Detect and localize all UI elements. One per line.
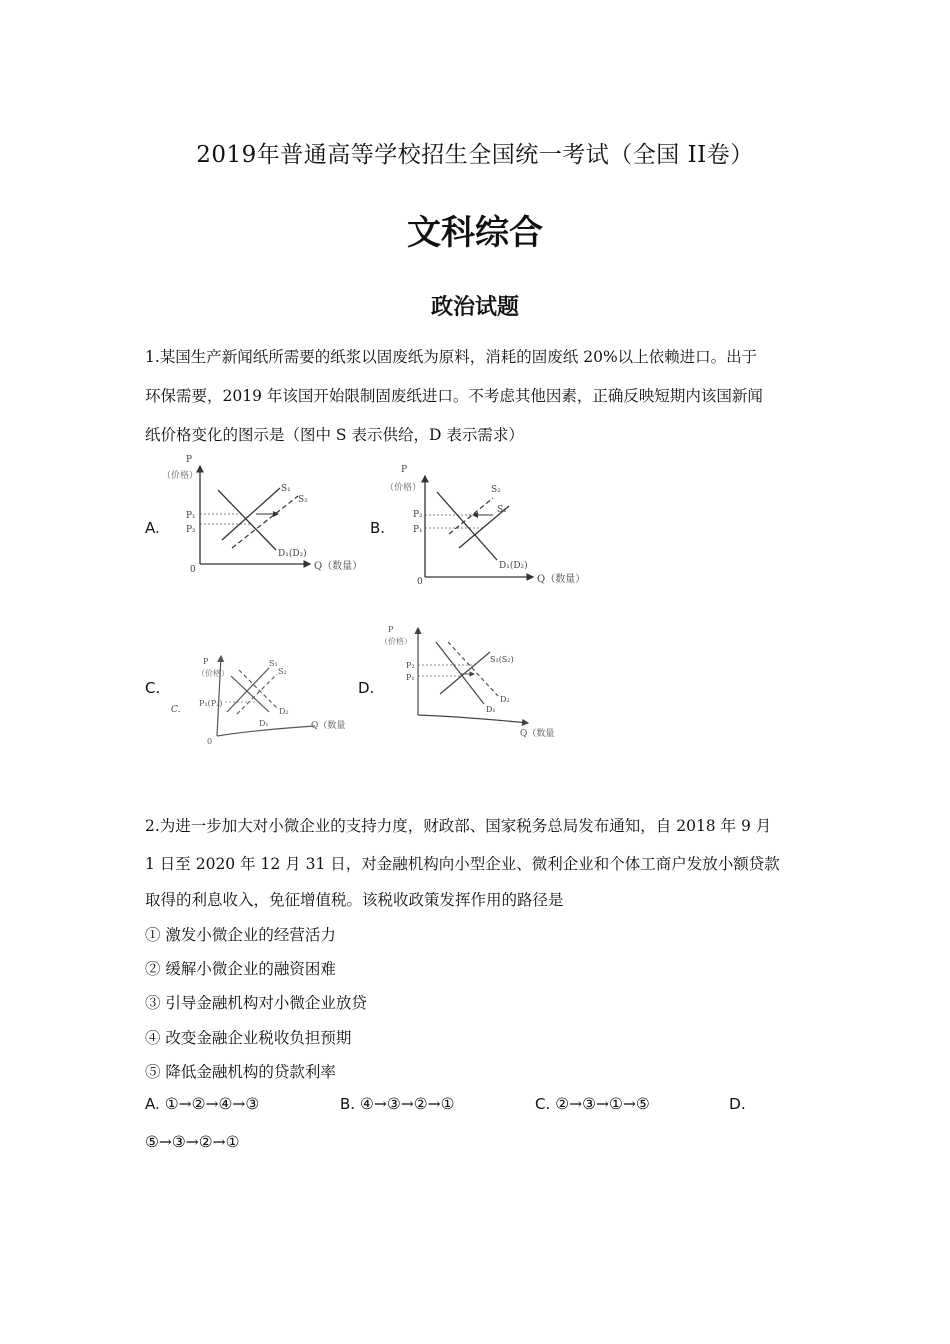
price-p1-label: P₁ xyxy=(406,673,415,682)
axis-y-label: P xyxy=(203,657,209,666)
supply-s2-line xyxy=(449,498,493,534)
q1-line-2: 环保需要，2019 年该国开始限制固废纸进口。不考虑其他因素，正确反映短期内该国新闻 xyxy=(145,387,763,405)
q2-item-2: ② 缓解小微企业的融资困难 xyxy=(145,960,336,978)
exam-title: 2019年普通高等学校招生全国统一考试（全国 II卷） xyxy=(196,142,754,168)
q2-answer-d-text[interactable]: ⑤→③→②→① xyxy=(145,1133,240,1151)
price-p1p2-label: P₁(P₂) xyxy=(199,699,223,708)
q1-option-b-graph xyxy=(385,462,600,592)
d1-label: D₁ xyxy=(486,705,496,714)
q2-line-3: 取得的利息收入，免征增值税。该税收政策发挥作用的路径是 xyxy=(145,891,564,909)
answer-c-text: ②→③→①→⑤ xyxy=(555,1095,650,1113)
origin-label: 0 xyxy=(190,565,196,575)
answer-c-label: C. xyxy=(535,1095,551,1113)
axis-x-label: Q（数量 xyxy=(520,729,555,739)
price-p1-label: P₁ xyxy=(186,511,196,521)
q2-answer-a[interactable] xyxy=(145,1095,259,1113)
axis-x-label: Q（数量 xyxy=(311,721,346,731)
s2-label: S₂ xyxy=(491,485,501,495)
q1-option-d-graph xyxy=(378,620,568,745)
d2-label: D₂ xyxy=(500,695,510,704)
price-p2-label: P₂ xyxy=(186,525,196,535)
d1-label: D₁ xyxy=(259,719,269,728)
subject-title: 文科综合 xyxy=(407,213,543,253)
q2-answer-d-label[interactable]: D. xyxy=(729,1095,746,1113)
q1-option-b-label[interactable]: B. xyxy=(370,519,386,537)
q2-item-3: ③ 引导金融机构对小微企业放贷 xyxy=(145,994,367,1012)
q2-answer-c[interactable] xyxy=(535,1095,650,1113)
axis-y-label: P xyxy=(186,455,193,465)
q1-option-a-graph xyxy=(160,452,370,582)
s-label: S₁(S₂) xyxy=(490,655,514,664)
q2-line-1: 2.为进一步加大对小微企业的支持力度，财政部、国家税务总局发布通知，自 2018 年 9 月 xyxy=(145,817,772,835)
answer-a-label: A. xyxy=(145,1095,160,1113)
s1-label: S₁ xyxy=(497,505,507,515)
s2-label: S₂ xyxy=(278,667,287,676)
axis-x-label: Q（数量） xyxy=(314,561,363,572)
axis-y-sublabel: （价格） xyxy=(385,483,422,493)
axis-y-sublabel: （价格） xyxy=(162,471,199,481)
axis-y-sublabel: （价格） xyxy=(197,669,229,678)
answer-b-text: ④→③→②→① xyxy=(360,1095,455,1113)
price-p1-label: P₁ xyxy=(413,525,423,535)
q1-option-a-label[interactable]: A. xyxy=(145,519,160,537)
d-label: D₁(D₂) xyxy=(278,549,307,559)
q2-line-2: 1 日至 2020 年 12 月 31 日，对金融机构向小型企业、微利企业和个体工商户发放小额贷款 xyxy=(145,855,780,873)
origin-label: 0 xyxy=(207,737,213,746)
q1-line-1: 1.某国生产新闻纸所需要的纸浆以固废纸为原料，消耗的固废纸 20%以上依赖进口。出于 xyxy=(145,348,758,366)
axis-y-label: P xyxy=(388,625,394,634)
d2-label: D₂ xyxy=(279,707,289,716)
q1-line-3: 纸价格变化的图示是（图中 S 表示供给，D 表示需求） xyxy=(145,426,524,444)
q1-option-c-graph xyxy=(165,650,365,750)
supply-line xyxy=(440,652,490,694)
s2-label: S₂ xyxy=(298,495,308,505)
demand-d2-line xyxy=(448,642,498,696)
section-title: 政治试题 xyxy=(430,295,519,320)
price-p2-label: P₂ xyxy=(413,510,423,520)
price-p2-label: P₂ xyxy=(406,661,415,670)
axis-x-label: Q（数量） xyxy=(537,574,586,585)
q2-answer-b[interactable] xyxy=(340,1095,455,1113)
answer-b-label: B. xyxy=(340,1095,356,1113)
d-label: D₁(D₂) xyxy=(499,561,528,571)
q2-item-5: ⑤ 降低金融机构的贷款利率 xyxy=(145,1063,336,1081)
origin-label: 0 xyxy=(417,577,423,587)
s1-label: S₁ xyxy=(281,484,291,494)
answer-a-text: ①→②→④→③ xyxy=(164,1095,260,1113)
svg-text:C.: C. xyxy=(171,705,181,715)
axis-y-label: P xyxy=(401,465,408,475)
axis-y-sublabel: （价格） xyxy=(380,637,412,646)
q1-option-d-label[interactable]: D. xyxy=(358,679,375,697)
q2-item-4: ④ 改变金融企业税收负担预期 xyxy=(145,1029,352,1047)
s1-label: S₁ xyxy=(269,659,278,668)
q1-option-c-label[interactable]: C. xyxy=(145,679,161,697)
q2-item-1: ① 激发小微企业的经营活力 xyxy=(145,926,336,944)
